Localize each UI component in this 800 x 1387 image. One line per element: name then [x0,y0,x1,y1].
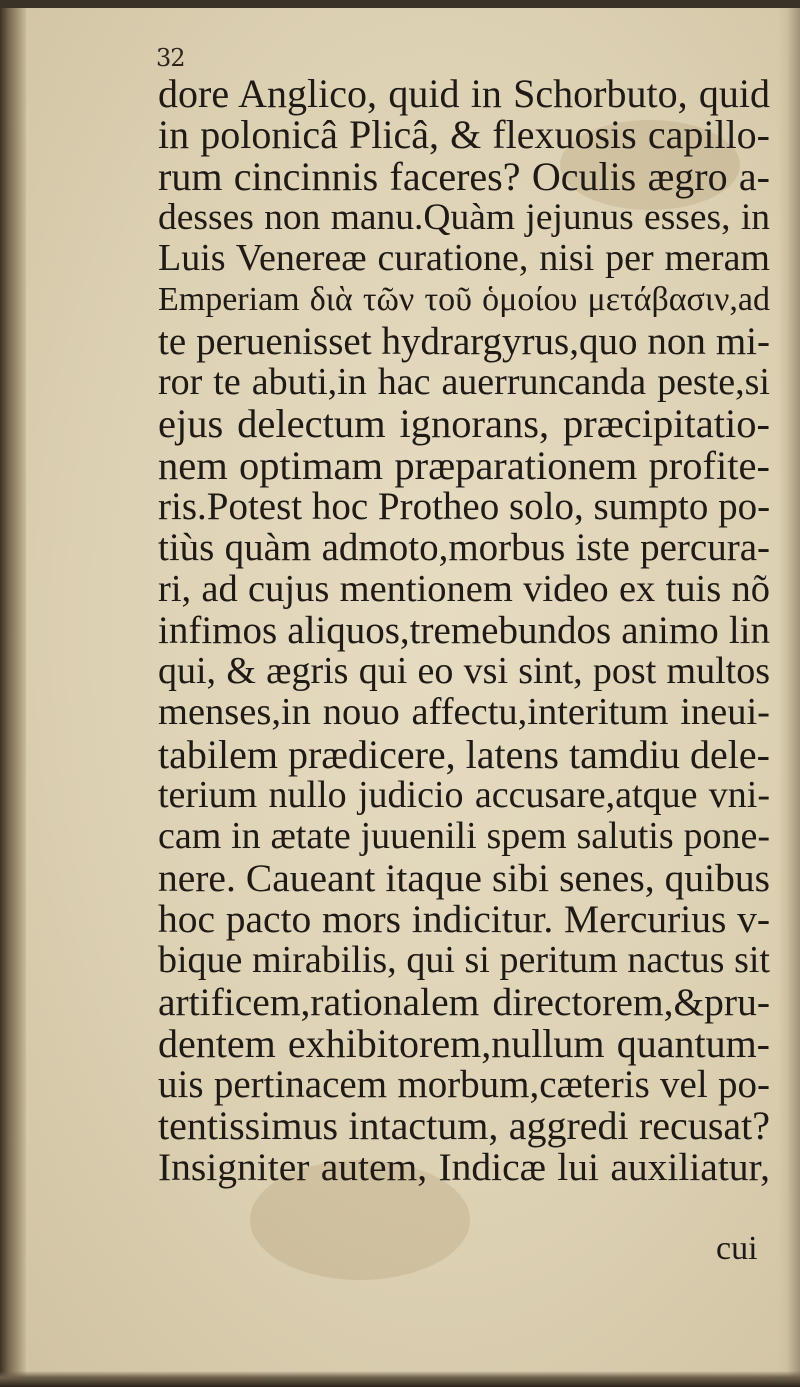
text-line: artificem,rationalem directorem,&pru- [158,979,770,1024]
text-line: tabilem prædicere, latens tamdiu dele- [158,731,770,777]
text-line: tiùs quàm admoto,morbus iste percura- [158,526,770,570]
text-line: qui, & ægris qui eo vsi sint, post multos [158,650,770,693]
text-line: hoc pacto mors indicitur. Mercurius v- [158,896,770,941]
page-bottom-edge [0,1371,800,1387]
text-line: Insigniter autem, Indicæ lui auxiliatur, [158,1144,770,1189]
catchword: cui [716,1230,758,1267]
text-line: ror te abuti,in hac auerruncanda peste,si [158,361,770,404]
text-line: rum cincinnis faceres? Oculis ægro a- [158,153,770,199]
text-line: dore Anglico, quid in Schorbuto, quid [158,71,770,116]
text-line: tentissimus intactum, aggredi recusat? [158,1103,770,1149]
text-line: uis pertinacem morbum,cæteris vel po- [158,1063,770,1107]
page-gutter [0,0,26,1387]
text-line: te peruenisset hydrargyrus,quo non mi- [158,319,770,363]
text-line: menses,in nouo affectu,interitum ineui- [158,691,770,734]
body-text [158,73,770,1188]
text-line: terium nullo judicio accusare,atque vni- [158,774,770,817]
page-top-edge [0,0,800,8]
page-right-edge [778,0,800,1387]
text-line: ri, ad cujus mentionem video ex tuis nõ [158,567,770,610]
text-line: ris.Potest hoc Protheo solo, sumpto po- [158,484,771,528]
text-line: ejus delectum ignorans, præcipitatio- [158,401,770,447]
text-line: nem optimam præparationem profite- [158,442,770,488]
text-line: in polonicâ Plicâ, & flexuosis capillo- [158,112,770,158]
text-line: Luis Venereæ curatione, nisi per meram [158,237,770,280]
text-line: nere. Caueant itaque sibi senes, quibus [158,855,770,900]
text-line: infimos aliquos,tremebundos animo lin [158,608,770,652]
text-line: cam in ætate juuenili spem salutis pone- [158,815,770,858]
text-line: bique mirabilis, qui si peritum nactus sit [158,939,770,982]
text-line: Emperiam διὰ τῶν τοῦ ὁμοίου μετάβασιν,ad [158,281,770,319]
page-number: 32 [156,44,185,72]
text-line: desses non manu.Quàm jejunus esses, in [158,196,770,238]
text-line: dentem exhibitorem,nullum quantum- [158,1020,770,1066]
